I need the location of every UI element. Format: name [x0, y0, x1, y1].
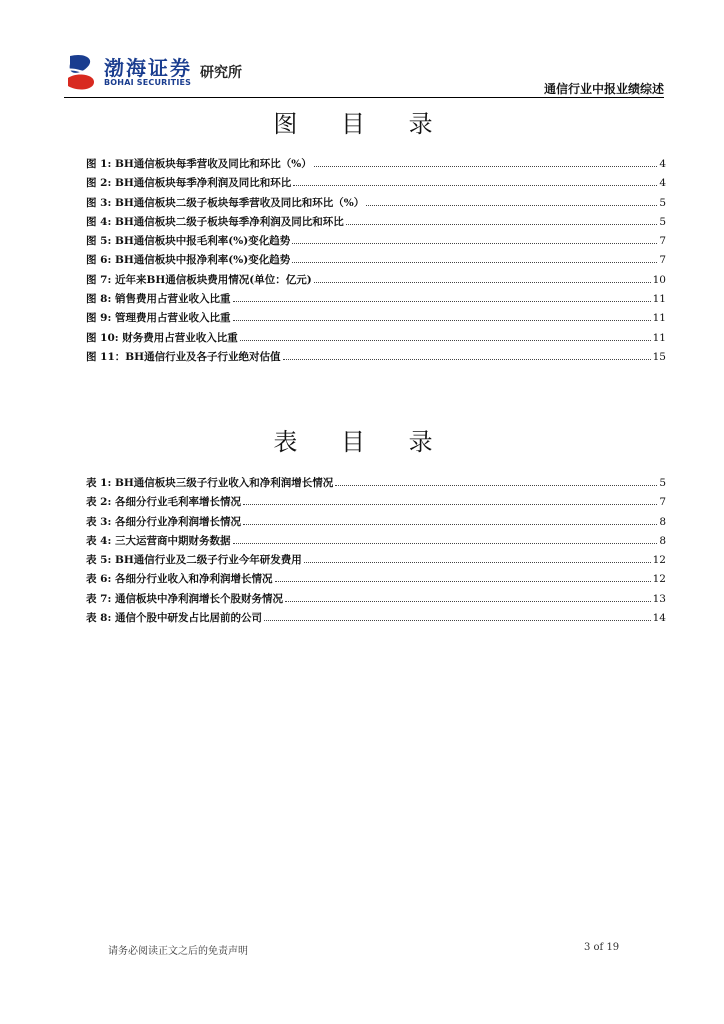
toc-entry-label: 表 4: 三大运营商中期财务数据 — [86, 534, 231, 547]
toc-entry-label: 图 11：BH通信行业及各子行业绝对估值 — [86, 350, 281, 363]
toc-entry-label: 图 5: BH通信板块中报毛利率(%)变化趋势 — [86, 235, 291, 248]
toc-dot-leader — [366, 204, 657, 206]
footer-disclaimer: 请务必阅读正文之后的免责声明 — [108, 946, 248, 957]
toc-entry-page: 11 — [652, 331, 666, 344]
toc-dot-leader — [233, 300, 651, 302]
toc-entry-page: 10 — [652, 273, 666, 286]
toc-entry-page: 7 — [659, 496, 666, 509]
figure-toc-entry[interactable] — [86, 310, 666, 329]
toc-entry-page: 5 — [659, 196, 666, 209]
table-toc-title: 表 目 录 — [273, 428, 451, 456]
toc-entry-label: 图 1: BH通信板块每季营收及同比和环比（%） — [86, 158, 312, 170]
toc-entry-page: 4 — [659, 177, 666, 190]
toc-dot-leader — [346, 223, 658, 225]
figure-toc-entry[interactable] — [86, 272, 666, 291]
figure-toc-entry[interactable] — [86, 252, 666, 271]
toc-entry-page: 7 — [659, 235, 666, 248]
table-toc-entry[interactable] — [86, 591, 666, 610]
toc-entry-label: 图 9: 管理费用占营业收入比重 — [86, 312, 231, 325]
toc-entry-page: 11 — [652, 312, 666, 325]
header-divider — [64, 97, 664, 98]
table-toc-entry[interactable] — [86, 533, 666, 552]
toc-dot-leader — [293, 184, 657, 186]
toc-dot-leader — [292, 261, 657, 263]
toc-entry-page: 5 — [659, 477, 666, 489]
table-toc-entry[interactable] — [86, 514, 666, 533]
figure-toc-title: 图 目 录 — [273, 110, 451, 138]
toc-dot-leader — [314, 165, 658, 167]
table-toc-entry[interactable] — [86, 475, 666, 494]
toc-dot-leader — [275, 580, 651, 582]
table-toc-entry[interactable] — [86, 610, 666, 629]
toc-entry-label: 图 4: BH通信板块二级子板块每季净利润及同比和环比 — [86, 215, 344, 228]
toc-entry-page: 7 — [659, 254, 666, 267]
toc-entry-label: 表 8: 通信个股中研发占比居前的公司 — [86, 612, 262, 625]
table-toc-list — [86, 475, 666, 629]
footer-page-number: 3 of 19 — [584, 942, 620, 953]
toc-entry-label: 图 7: 近年来BH通信板块费用情况(单位：亿元) — [86, 273, 312, 286]
toc-entry-label: 表 5: BH通信行业及二级子行业今年研发费用 — [86, 554, 302, 567]
figure-toc-entry[interactable] — [86, 291, 666, 310]
toc-entry-label: 图 6: BH通信板块中报净利率(%)变化趋势 — [86, 254, 291, 267]
figure-toc-entry[interactable] — [86, 156, 666, 175]
toc-entry-page: 4 — [659, 158, 666, 170]
toc-dot-leader — [292, 242, 657, 244]
logo-chinese-name: 渤海证券 — [104, 56, 192, 80]
logo-english-name: BOHAI SECURITIES — [104, 78, 192, 87]
toc-entry-label: 图 2: BH通信板块每季净利润及同比和环比 — [86, 177, 292, 190]
toc-dot-leader — [243, 523, 657, 525]
toc-dot-leader — [285, 600, 651, 602]
table-toc-entry[interactable] — [86, 571, 666, 590]
toc-dot-leader — [240, 339, 651, 341]
figure-toc-list — [86, 156, 666, 368]
figure-toc-entry[interactable] — [86, 195, 666, 214]
toc-dot-leader — [283, 358, 651, 360]
toc-entry-page: 12 — [652, 573, 666, 586]
toc-dot-leader — [243, 503, 657, 505]
toc-entry-page: 5 — [659, 215, 666, 228]
toc-entry-label: 图 3: BH通信板块二级子板块每季营收及同比和环比（%） — [86, 196, 365, 209]
toc-entry-page: 12 — [652, 554, 666, 567]
toc-dot-leader — [314, 281, 651, 283]
toc-entry-label: 图 8: 销售费用占营业收入比重 — [86, 293, 231, 306]
toc-entry-page: 8 — [659, 515, 666, 528]
toc-entry-label: 表 1: BH通信板块三级子行业收入和净利润增长情况 — [86, 477, 334, 489]
bohai-logo-icon — [64, 52, 100, 92]
toc-dot-leader — [233, 542, 658, 544]
toc-entry-page: 11 — [652, 293, 666, 306]
toc-entry-label: 表 2: 各细分行业毛利率增长情况 — [86, 496, 241, 509]
figure-toc-entry[interactable] — [86, 175, 666, 194]
institute-label: 研究所 — [200, 65, 242, 81]
table-toc-entry[interactable] — [86, 552, 666, 571]
toc-entry-page: 13 — [652, 592, 666, 605]
toc-dot-leader — [264, 619, 651, 621]
toc-entry-page: 15 — [652, 350, 666, 363]
figure-toc-entry[interactable] — [86, 214, 666, 233]
toc-dot-leader — [233, 319, 651, 321]
figure-toc-entry[interactable] — [86, 233, 666, 252]
table-toc-entry[interactable] — [86, 494, 666, 513]
report-title: 通信行业中报业绩综述 — [543, 82, 664, 96]
figure-toc-entry[interactable] — [86, 349, 666, 368]
figure-toc-entry[interactable] — [86, 330, 666, 349]
toc-entry-label: 表 3: 各细分行业净利润增长情况 — [86, 515, 241, 528]
toc-entry-label: 表 6: 各细分行业收入和净利润增长情况 — [86, 573, 273, 586]
page-header — [0, 0, 724, 100]
toc-dot-leader — [304, 561, 651, 563]
toc-entry-page: 14 — [652, 612, 666, 625]
toc-entry-page: 8 — [659, 534, 666, 547]
toc-entry-label: 表 7: 通信板块中净利润增长个股财务情况 — [86, 592, 283, 605]
toc-entry-label: 图 10: 财务费用占营业收入比重 — [86, 331, 238, 344]
bohai-logo — [64, 52, 264, 94]
toc-dot-leader — [335, 484, 657, 486]
